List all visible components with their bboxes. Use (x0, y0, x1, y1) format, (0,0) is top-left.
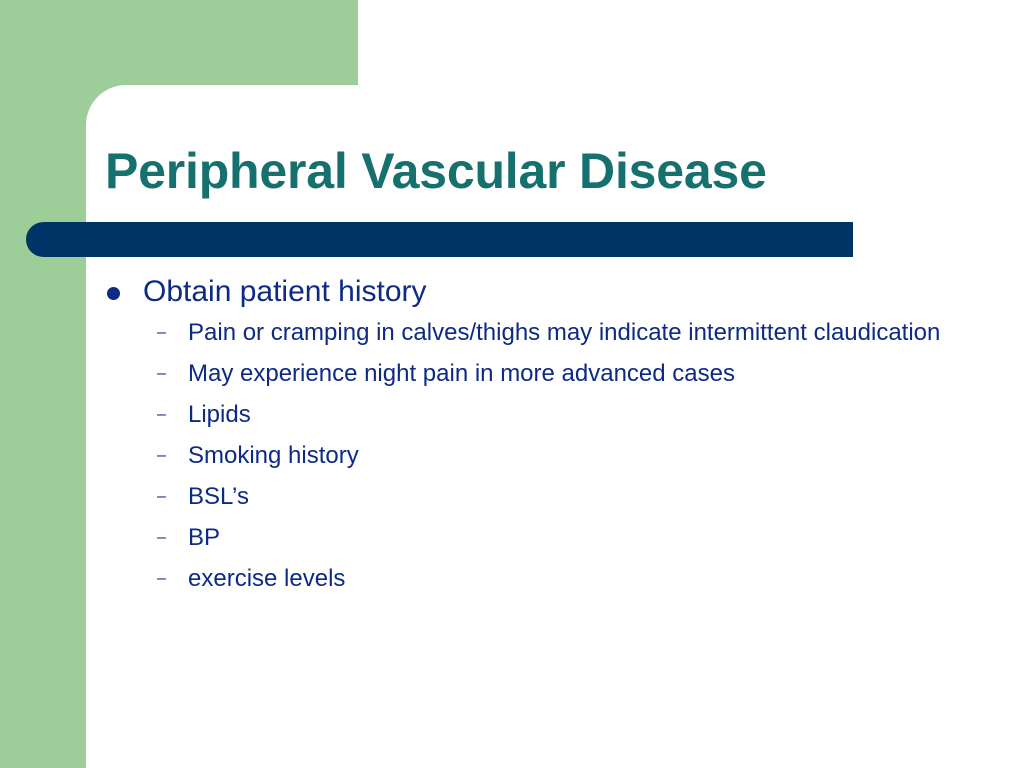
sub-bullet-text: Pain or cramping in calves/thighs may indicate intermittent claudication (188, 319, 941, 346)
sub-bullet-item (105, 480, 948, 513)
dash-icon: – (157, 324, 166, 341)
sub-bullet-item (105, 398, 948, 431)
sub-bullet-text: Smoking history (188, 442, 359, 469)
dash-icon: – (157, 406, 166, 423)
dash-icon: – (157, 365, 166, 382)
sub-bullet-item (105, 357, 948, 390)
slide-title: Peripheral Vascular Disease (105, 143, 767, 199)
dash-icon: – (157, 570, 166, 587)
sub-bullet-item (105, 521, 948, 554)
bullet-dot-icon (107, 287, 120, 300)
bullet-item (105, 272, 985, 312)
dash-icon: – (157, 488, 166, 505)
sub-bullet-item (105, 562, 948, 595)
bullet-text: Obtain patient history (143, 275, 427, 308)
title-divider-bar (26, 222, 853, 257)
sub-bullet-text: May experience night pain in more advanced cases (188, 360, 735, 387)
sub-bullet-list (105, 316, 985, 595)
sub-bullet-item (105, 316, 948, 349)
sub-bullet-text: BSL’s (188, 483, 249, 510)
sub-bullet-item (105, 439, 948, 472)
dash-icon: – (157, 529, 166, 546)
sub-bullet-text: exercise levels (188, 565, 346, 592)
sub-bullet-text: Lipids (188, 401, 251, 428)
dash-icon: – (157, 447, 166, 464)
bullet-list (105, 272, 985, 595)
sub-bullet-text: BP (188, 524, 221, 551)
